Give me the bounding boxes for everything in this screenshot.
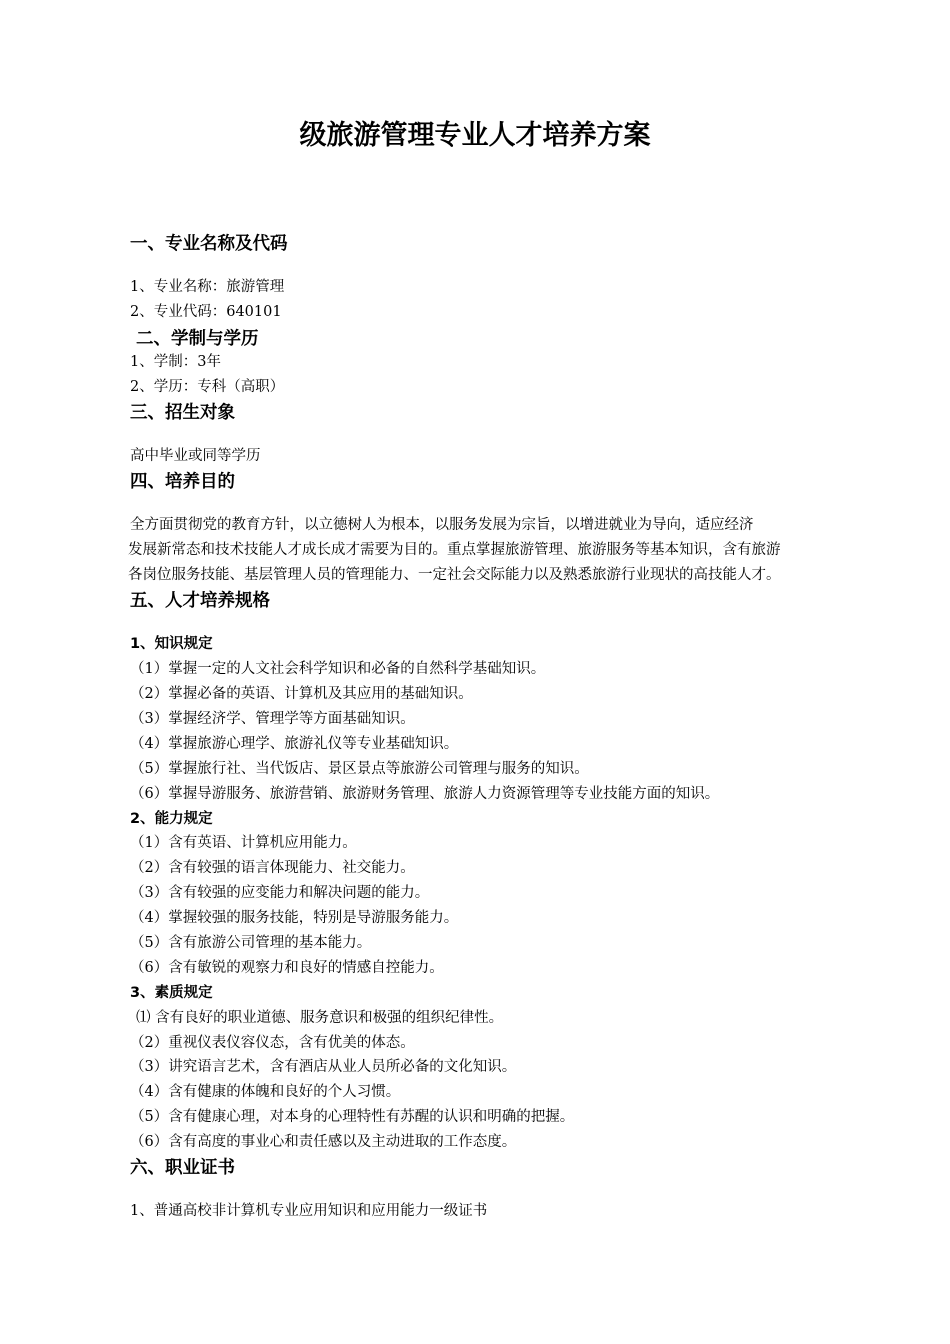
section-heading-objective: 四、培养目的 [130,472,235,492]
ability-item: （6）含有敏锐的观察力和良好的情感自控能力。 [130,960,444,976]
section-heading-major: 一、专业名称及代码 [130,234,288,254]
knowledge-item: （1）掌握一定的人文社会科学知识和必备的自然科学基础知识。 [130,661,546,677]
objective-line: 全方面贯彻党的教育方针，以立德树人为根本，以服务发展为宗旨，以增进就业为导向，适应经济 [130,517,754,533]
subheading-knowledge: 1、知识规定 [130,636,213,652]
major-code: 2、专业代码：640101 [130,304,282,320]
section-heading-specification: 五、人才培养规格 [130,591,270,611]
subheading-ability: 2、能力规定 [130,811,213,827]
subheading-quality: 3、素质规定 [130,985,213,1001]
knowledge-item: （5）掌握旅行社、当代饭店、景区景点等旅游公司管理与服务的知识。 [130,761,589,777]
ability-item: （1）含有英语、计算机应用能力。 [130,835,357,851]
education-level: 2、学历：专科（高职） [130,379,285,395]
quality-item: （6）含有高度的事业心和责任感以及主动进取的工作态度。 [130,1134,517,1150]
objective-line: 各岗位服务技能、基层管理人员的管理能力、一定社会交际能力以及熟悉旅游行业现状的高技能人才。 [128,567,781,583]
ability-item: （3）含有较强的应变能力和解决问题的能力。 [130,885,430,901]
section-heading-system: 二、学制与学历 [136,329,259,349]
quality-item: ⑴ 含有良好的职业道德、服务意识和极强的组织纪律性。 [136,1010,504,1026]
section-heading-enrollment: 三、招生对象 [130,403,235,423]
certificate-item: 1、普通高校非计算机专业应用知识和应用能力一级证书 [130,1203,488,1219]
objective-line: 发展新常态和技术技能人才成长成才需要为目的。重点掌握旅游管理、旅游服务等基本知识，含有旅游 [128,542,781,558]
system-duration: 1、学制：3年 [130,354,221,370]
document-title: 级旅游管理专业人才培养方案 [299,120,651,151]
quality-item: （3）讲究语言艺术，含有酒店从业人员所必备的文化知识。 [130,1059,517,1075]
knowledge-item: （2）掌握必备的英语、计算机及其应用的基础知识。 [130,686,473,702]
objective-paragraph [128,513,858,588]
major-name: 1、专业名称：旅游管理 [130,279,285,295]
quality-item: （4）含有健康的体魄和良好的个人习惯。 [130,1084,401,1100]
section-heading-certificate: 六、职业证书 [130,1158,235,1178]
ability-item: （5）含有旅游公司管理的基本能力。 [130,935,372,951]
quality-item: （5）含有健康心理，对本身的心理特性有苏醒的认识和明确的把握。 [130,1109,575,1125]
quality-item: （2）重视仪表仪容仪态，含有优美的体态。 [130,1035,415,1051]
knowledge-item: （4）掌握旅游心理学、旅游礼仪等专业基础知识。 [130,736,459,752]
ability-item: （2）含有较强的语言体现能力、社交能力。 [130,860,415,876]
knowledge-item: （6）掌握导游服务、旅游营销、旅游财务管理、旅游人力资源管理等专业技能方面的知识。 [130,786,720,802]
enrollment-target: 高中毕业或同等学历 [130,448,261,464]
knowledge-item: （3）掌握经济学、管理学等方面基础知识。 [130,711,415,727]
ability-item: （4）掌握较强的服务技能，特别是导游服务能力。 [130,910,459,926]
